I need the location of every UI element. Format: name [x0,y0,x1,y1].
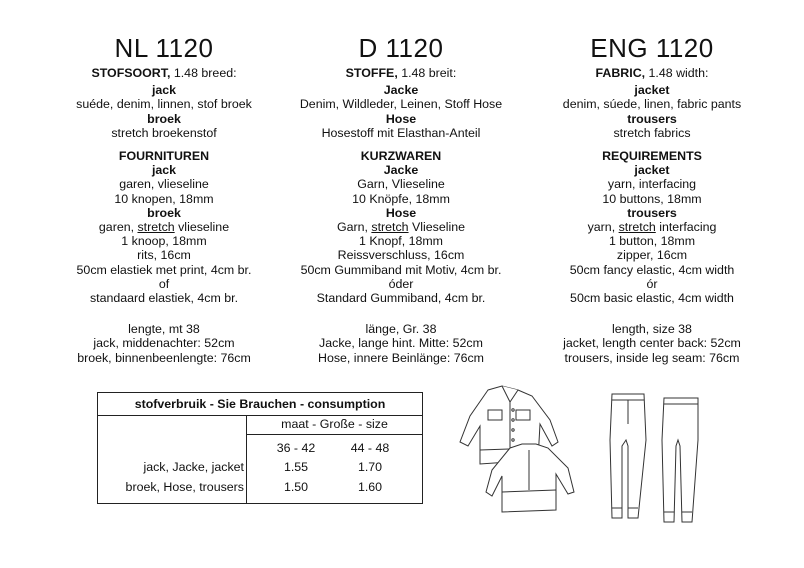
req-hose-line: Garn, stretch Vlieseline [336,220,466,235]
garment-drawings [440,380,740,530]
req-hose-label: Hose [385,205,417,220]
req-jacket-line: 10 buttons, 18mm [602,191,702,206]
fabric-jack-text: suéde, denim, linnen, stof broek [76,97,252,112]
req-broek-label: broek [147,205,181,220]
fabric-line-en: FABRIC, 1.48 width: [595,66,709,80]
req-broek-line: 1 knoop, 18mm [121,234,207,249]
req-broek-line: of [158,276,170,291]
req-jack-line: garen, vlieseline [119,177,209,192]
measure-line: Jacke, lange hint. Mitte: 52cm [319,336,483,351]
req-hose-line: Standard Gummiband, 4cm br. [316,291,486,306]
req-trousers-line: ór [646,276,658,291]
req-jack-line: 10 knopen, 18mm [114,191,214,206]
fabric-broek-label: broek [147,111,181,126]
requirements-heading-en: REQUIREMENTS [602,149,702,164]
req-hose-line: Reissverschluss, 16cm [337,248,465,263]
fabric-hose-label: Hose [385,111,417,126]
req-jacke-line: 10 Knöpfe, 18mm [352,191,450,206]
heading-en: ENG 1120 [590,33,714,63]
consumption-title: stofverbruik - Sie Brauchen - consumption [98,393,422,416]
heading-nl: NL 1120 [114,33,214,63]
column-de [271,34,531,365]
measure-line: jacket, length center back: 52cm [563,336,741,351]
req-jacket-line: yarn, interfacing [607,177,697,192]
row-label: jack, Jacke, jacket [143,460,244,474]
row-value: 1.60 [357,480,383,494]
fabric-line-de: STOFFE, 1.48 breit: [345,66,457,80]
fabric-jacke-text: Denim, Wildleder, Leinen, Stoff Hose [299,97,503,112]
fabric-broek-text: stretch broekenstof [111,125,217,140]
trousers-back-drawing [662,398,698,522]
requirements-heading-nl: FOURNITUREN [118,149,210,164]
fabric-jacket-label: jacket [634,83,670,98]
measure-line: jack, middenachter: 52cm [93,336,235,351]
fabric-trousers-text: stretch fabrics [613,125,691,140]
req-trousers-line: zipper, 16cm [616,248,688,263]
size-header: maat - Große - size [247,415,422,435]
size-col-2: 44 - 48 [350,441,390,455]
req-trousers-line: 1 button, 18mm [608,234,696,249]
measure-line: lengte, mt 38 [128,322,200,337]
measure-line: trousers, inside leg seam: 76cm [564,350,740,365]
requirements-heading-de: KURZWAREN [360,149,442,164]
req-hose-line: óder [388,276,414,291]
req-jacke-label: Jacke [383,163,419,178]
req-trousers-label: trousers [627,205,677,220]
req-jacke-line: Garn, Vlieseline [357,177,445,192]
fabric-jacket-text: denim, súede, linen, fabric pants [562,97,742,112]
fabric-jacke-label: Jacke [383,83,419,98]
req-jacket-label: jacket [634,163,670,178]
column-nl [34,34,294,365]
size-col-1: 36 - 42 [276,441,316,455]
req-trousers-line: 50cm basic elastic, 4cm width [570,291,734,306]
fabric-jack-label: jack [151,83,177,98]
fabric-hose-text: Hosestoff mit Elasthan-Anteil [321,125,481,140]
measure-line: länge, Gr. 38 [365,322,437,337]
trousers-front-drawing [610,394,646,518]
req-trousers-line: yarn, stretch interfacing [587,220,717,235]
heading-de: D 1120 [358,33,444,63]
fabric-line-nl: STOFSOORT, 1.48 breed: [91,66,237,80]
consumption-table [97,392,423,504]
row-value: 1.55 [283,460,309,474]
req-broek-line: standaard elastiek, 4cm br. [89,291,239,306]
req-broek-line: rits, 16cm [137,248,191,263]
req-broek-line: 50cm elastiek met print, 4cm br. [76,262,252,277]
req-hose-line: 50cm Gummiband mit Motiv, 4cm br. [300,262,502,277]
measure-line: broek, binnenbeenlengte: 76cm [77,350,251,365]
req-jack-label: jack [151,163,177,178]
row-label: broek, Hose, trousers [125,480,244,494]
column-en [522,34,782,365]
row-value: 1.70 [357,460,383,474]
measure-line: length, size 38 [612,322,692,337]
fabric-trousers-label: trousers [627,111,677,126]
req-broek-line: garen, stretch vlieseline [98,220,230,235]
row-value: 1.50 [283,480,309,494]
req-trousers-line: 50cm fancy elastic, 4cm width [569,262,735,277]
req-hose-line: 1 Knopf, 18mm [358,234,444,249]
measure-line: Hose, innere Beinlänge: 76cm [318,350,484,365]
